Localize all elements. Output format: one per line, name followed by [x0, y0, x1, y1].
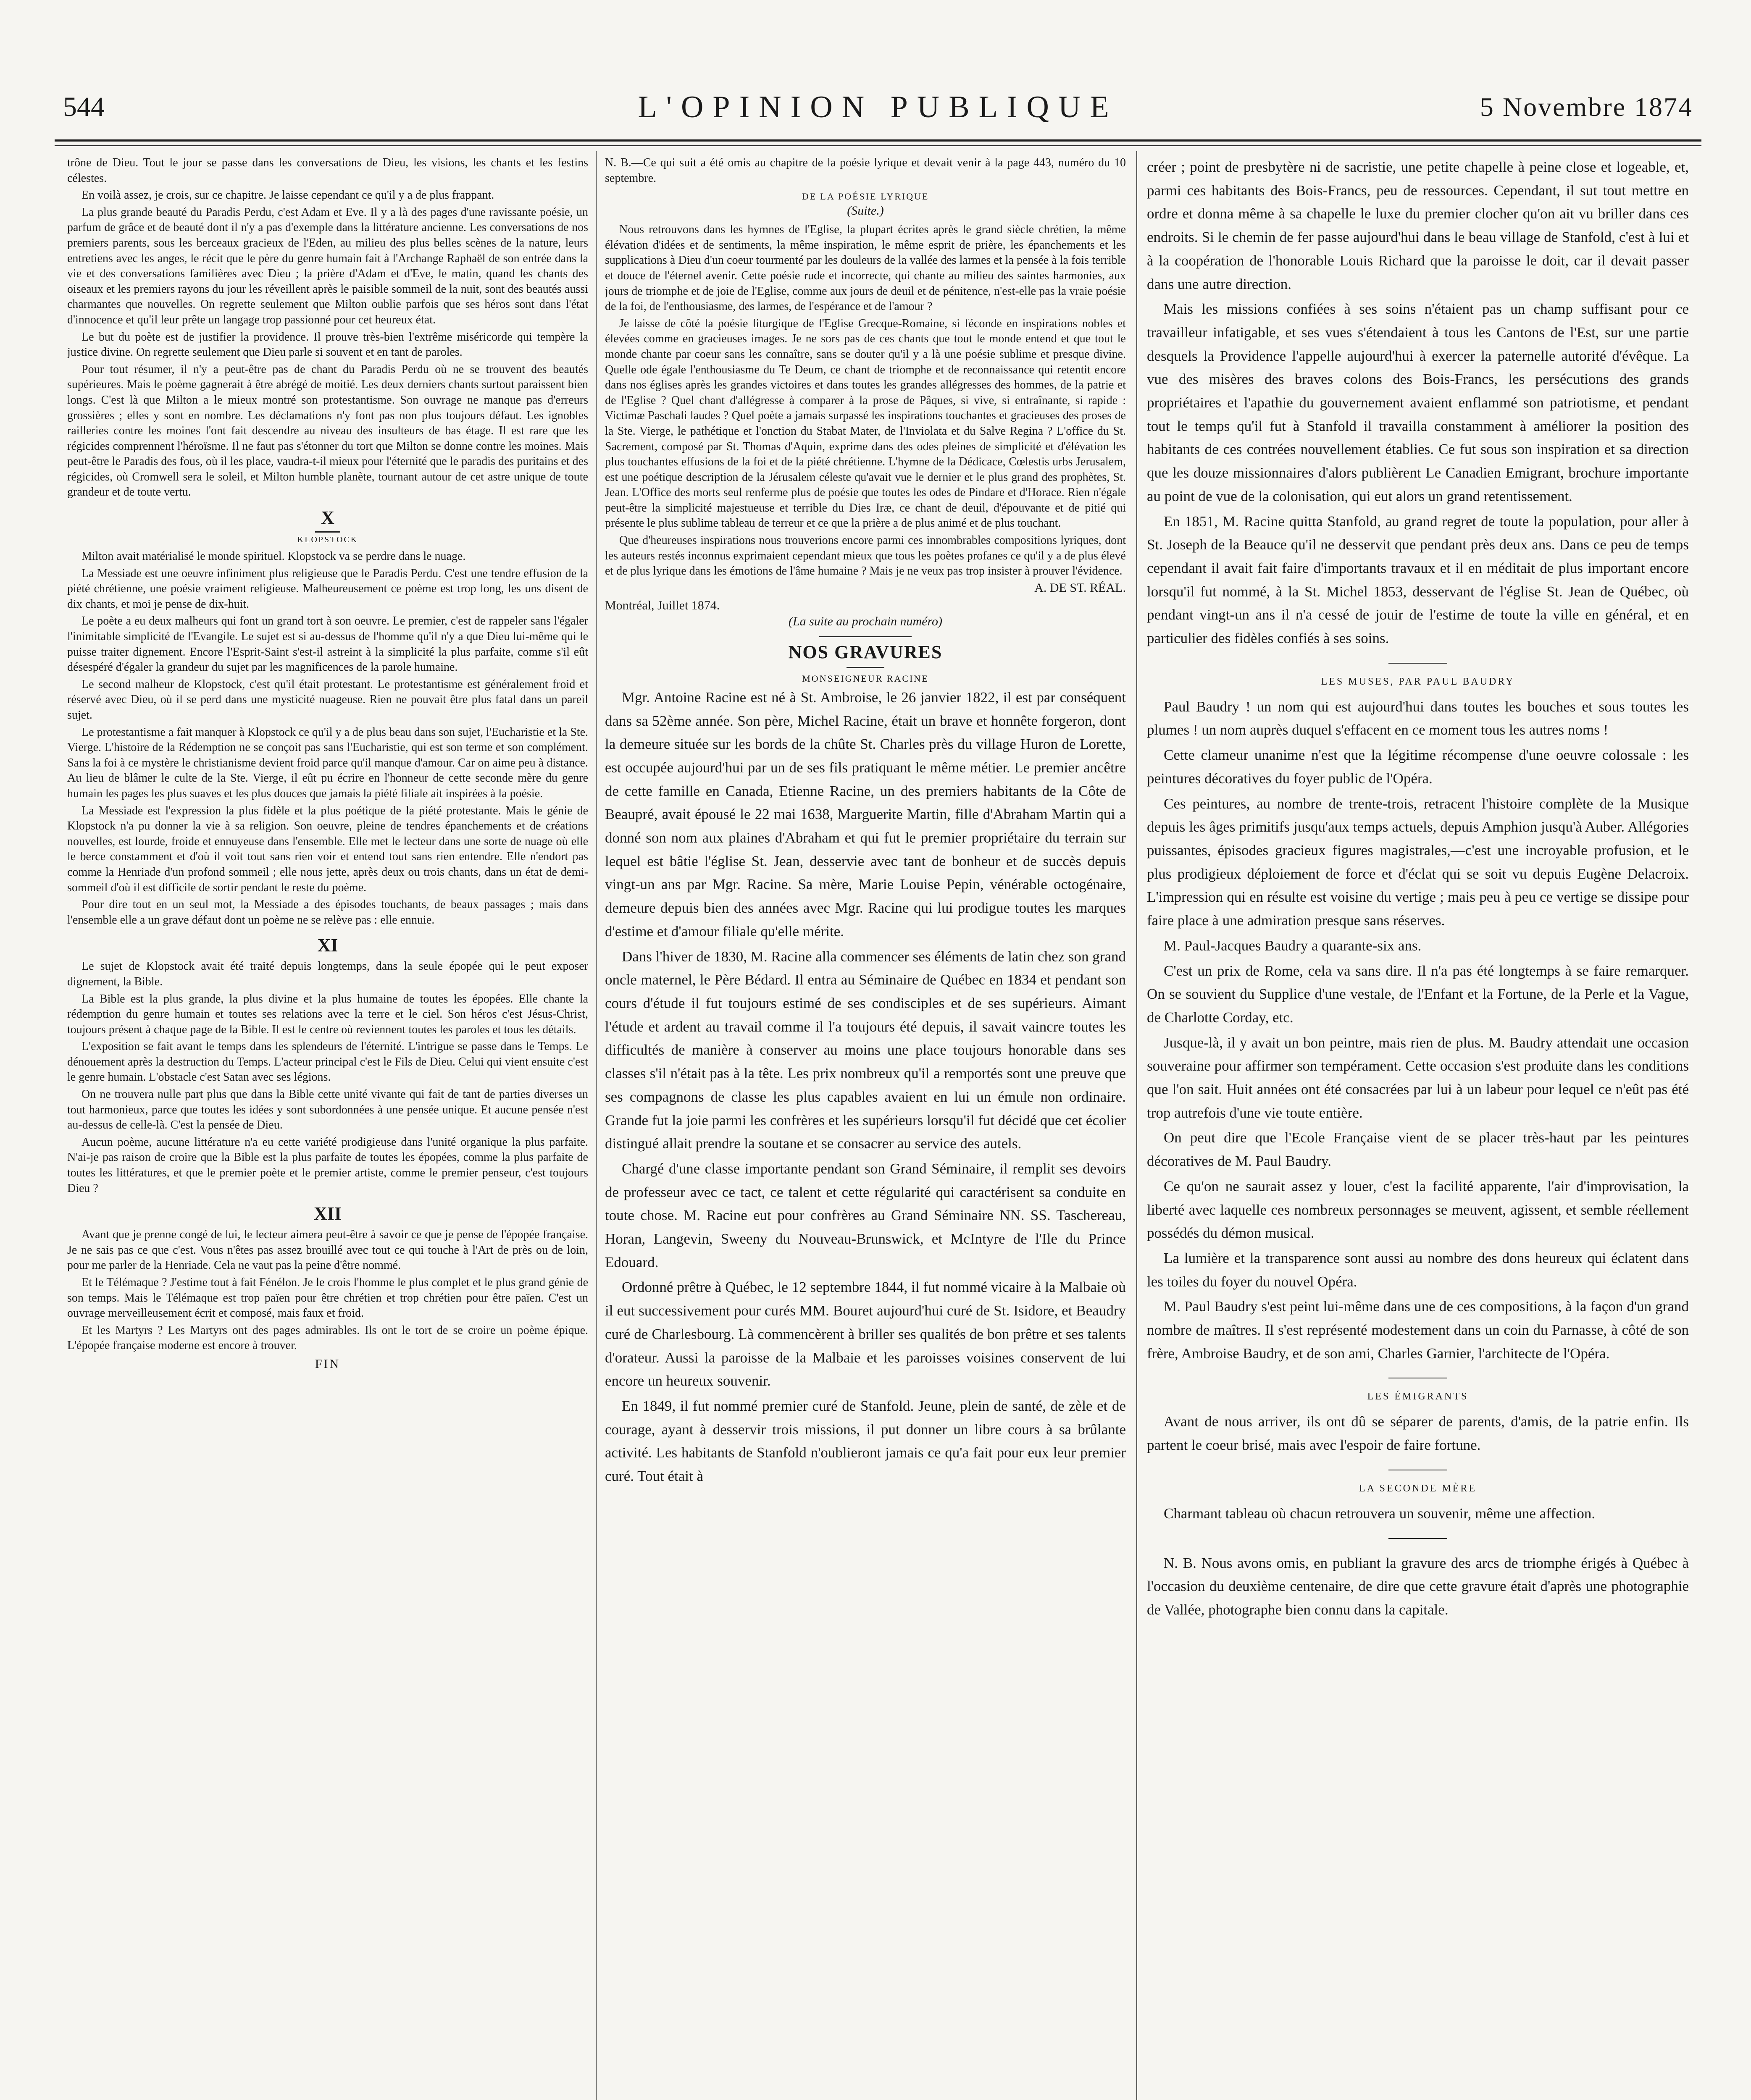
- paragraph: Avant que je prenne congé de lui, le lecteur aimera peut-être à savoir ce que je pense de l'épopée française. Je ne sais pas ce que c'est. Vous n'êtes pas assez brouillé avec tout ce qui touche à l'Art de près ou de loin, pour me parler de la Henriade. Cela ne vaut pas la peine d'être nommé.: [67, 1228, 588, 1272]
- column-divider: [1136, 151, 1137, 2100]
- paragraph: La lumière et la transparence sont aussi au nombre des dons heureux qui éclatent dans les toiles du foyer du nouvel Opéra.: [1147, 1250, 1689, 1290]
- section-title: NOS GRAVURES: [788, 641, 943, 662]
- header-rule-thin: [55, 145, 1701, 146]
- paragraph: M. Paul Baudry s'est peint lui-même dans une de ces compositions, à la façon d'un grand nombre de maîtres. Il s'est représenté modestement dans un coin du Parnasse, à côté de son frère, Ambroise Baudry, et de son ami, Charles Garnier, l'architecte de l'Opéra.: [1147, 1298, 1689, 1362]
- paragraph: Ce qu'on ne saurait assez y louer, c'est la facilité apparente, l'air d'improvisation, la liberté avec laquelle ces nombreux personnages se meuvent, agissent, et semble réellement possédés du démon musical.: [1147, 1178, 1689, 1242]
- section-heading: KLOPSTOCK: [297, 535, 358, 545]
- editor-note: N. B.—Ce qui suit a été omis au chapitre de la poésie lyrique et devait venir à la page 443, numéro du 10 septembre.: [605, 156, 1126, 185]
- paragraph: Dans l'hiver de 1830, M. Racine alla commencer ses éléments de latin chez son grand oncle maternel, le Père Bédard. Il entra au Séminaire de Québec en 1834 et pendant son cours d'étude il fut toujours estimé de ses condisciples et de ses supérieurs. Aimant l'étude et ardent au travail comme il l'a toujours été depuis, il savait vaincre toutes les difficultés de manière à conserver au moins une place toujours honorable dans ses classes s'il n'était pas à la tête. Les prix nombreux qu'il a remportés sont une preuve que ses compagnons de classe les plus capables avaient en lui un émule non ordinaire. Grande fut la joie parmi les confrères et les supérieurs lorsqu'il fut décidé que cet écolier distingué allait prendre la soutane et se consacrer au service des autels.: [605, 948, 1126, 1152]
- section-number: XII: [313, 1203, 342, 1224]
- section-divider: [819, 636, 912, 637]
- paragraph: Et le Télémaque ? J'estime tout à fait Fénélon. Je le crois l'homme le plus complet et le plus grand génie de son temps. Mais le Télémaque est trop païen pour être chrétien et trop chrétien pour être païen. C'est un ouvrage merveilleusement écrit et composé, mais faux et froid.: [67, 1276, 588, 1320]
- paragraph: En voilà assez, je crois, sur ce chapitre. Je laisse cependant ce qu'il y a de plus frappant.: [82, 189, 494, 202]
- paragraph: Milton avait matérialisé le monde spirituel. Klopstock va se perdre dans le nuage.: [82, 550, 466, 563]
- paragraph: Jusque-là, il y avait un bon peintre, mais rien de plus. M. Baudry attendait une occasion souveraine pour affirmer son tempérament. Cette occasion s'est produite dans les conditions que l'on sait. Huit années ont été consacrées par lui à un labeur pour lequel ce n'eût pas été trop autrefois d'une vie toute entière.: [1147, 1034, 1689, 1121]
- paragraph: Nous retrouvons dans les hymnes de l'Eglise, la plupart écrites après le grand siècle chrétien, la même élévation d'idées et de sentiments, la même inspiration, le même esprit de prière, les épanchements et les supplications à Dieu d'un coeur tourmenté par les douleurs de la vallée des larmes et la pensée à la fois terrible et douce de l'éternel avenir. Cette poésie rude et incorrecte, qui chante au milieu des saintes harmonies, aux jours de triomphe et de joie de l'Eglise, comme aux jours de deuil et de pénitence, n'est-elle pas la vraie poésie de la foi, de l'enthousiasme, des larmes, de l'espérance et de l'amour ?: [605, 223, 1126, 313]
- paragraph: La plus grande beauté du Paradis Perdu, c'est Adam et Eve. Il y a là des pages d'une ravissante poésie, un parfum de grâce et de beauté dont il n'y a pas d'exemple dans la littérature ancienne. Les conversations de nos premiers parents, sous les berceaux gracieux de l'Eden, au milieu des plus belles scènes de la nature, leurs entretiens avec les anges, le récit que le père du genre humain fait à l'Archange Raphaël de son entrée dans la vie et des conversations familières avec Dieu ; la prière d'Adam et d'Eve, le matin, quand les chants des oiseaux et les premiers rayons du jour les réveillent après le paisible sommeil de la nuit, sont des beautés aussi charmantes que nouvelles. On regrette seulement que Milton oublie parfois que ses héros sont dans l'état d'innocence et qu'il leur prête un langage trop passionné pour cet heureux état.: [67, 205, 588, 326]
- paragraph: L'exposition se fait avant le temps dans les splendeurs de l'éternité. L'intrigue se passe dans le Temps. Le dénouement après la destruction du Temps. L'acteur principal c'est le Fils de Dieu. Celui qui vient ensuite c'est le genre humain. L'obstacle c'est Satan avec ses légions.: [67, 1040, 588, 1084]
- section-divider: [1388, 663, 1447, 664]
- paragraph: Mgr. Antoine Racine est né à St. Ambroise, le 26 janvier 1822, il est par conséquent dans sa 52ème année. Son père, Michel Racine, était un brave et honnête forgeron, dont la demeure située sur les bords de la chûte St. Charles près du village Huron de Lorette, est occupée aujourd'hui par un de ses fils pratiquant le même métier. Le premier ancêtre de cette famille en Canada, Etienne Racine, un des premiers habitants de la Côte de Beaupré, avait épousé le 22 mai 1638, Marguerite Martin, fille d'Abraham Martin qui a donné son nom aux plaines d'Abraham et qui fut le premier propriétaire du terrain sur lequel est bâtie l'église St. Jean, desservie avec tant de bonheur et de succès depuis vingt-un ans par Mgr. Racine. Sa mère, Marie Louise Pepin, vénérable octogénaire, demeure depuis bien des années avec Mgr. Racine qui lui prodigue toutes les marques d'estime et d'amour filiale qu'elle mérite.: [605, 689, 1126, 940]
- section-number: XI: [317, 935, 338, 956]
- paragraph: Le sujet de Klopstock avait été traité depuis longtemps, dans la seule épopée qui le peut exposer dignement, la Bible.: [67, 960, 588, 988]
- paragraph: Ordonné prêtre à Québec, le 12 septembre 1844, il fut nommé vicaire à la Malbaie où il eut successivement pour curés MM. Bouret aujourd'hui curé de St. Isidore, et Beaudry curé de Charlesbourg. Là commencèrent à briller ses qualités de bon prêtre et ses talents d'orateur. Aussi la paroisse de la Malbaie et les paroisses voisines conservent de lui encore un heureux souvenir.: [605, 1279, 1126, 1389]
- article-subheading: LA SECONDE MÈRE: [1359, 1483, 1477, 1494]
- issue-date: 5 Novembre 1874: [1480, 92, 1693, 122]
- author-signature: A. DE ST. RÉAL.: [1034, 580, 1126, 595]
- paragraph: Cette clameur unanime n'est que la légitime récompense d'une oeuvre colossale : les peintures décoratives du foyer public de l'Opéra.: [1147, 747, 1689, 787]
- paragraph: Mais les missions confiées à ses soins n'étaient pas un champ suffisant pour ce travailleur infatigable, et ses vues s'étendaient à tous les Cantons de l'Est, sur une partie desquels la Providence l'appelle aujourd'hui à exercer la paternelle autorité d'évêque. La vue des misères des braves colons des Bois-Francs, les persécutions des grands propriétaires et l'apathie du gouvernement avaient enflammé son patriotisme, et pendant tout le temps qu'il fut à Stanfold il travailla constamment à améliorer la position des habitants de ces contrées nouvellement établies. Ce fut sous son inspiration et sa direction que les douze missionnaires d'alors publièrent Le Canadien Emigrant, brochure importante au point de vue de la colonisation, qui eut alors un grand retentissement.: [1147, 301, 1689, 504]
- dateline: Montréal, Juillet 1874.: [605, 598, 720, 612]
- header-rule: [55, 139, 1701, 142]
- continued-label: (Suite.): [847, 204, 884, 218]
- article-subheading: LES MUSES, PAR PAUL BAUDRY: [1321, 676, 1515, 687]
- paragraph: La Messiade est une oeuvre infiniment plus religieuse que le Paradis Perdu. C'est une tendre effusion de la piété chrétienne, une poésie vraiment religieuse. Malheureusement ce poème est trop long, les uns disent de dix chants, et moi je pense de dix-huit.: [67, 567, 588, 611]
- paragraph: On ne trouvera nulle part plus que dans la Bible cette unité vivante qui fait de tant de parties diverses un tout harmonieux, parce que toutes les idées y sont subordonnées à une pensée unique. Et aucune pensée n'est au-dessus de celle-là. C'est la pensée de Dieu.: [67, 1088, 588, 1132]
- paragraph: Je laisse de côté la poésie liturgique de l'Eglise Grecque-Romaine, si féconde en inspirations nobles et élevées comme en gracieuses images. Je ne sors pas de ces chants que tout le monde entend et que tout le monde chante par coeur sans les connaître, sans se douter qu'il y a là une poésie sublime et presque divine. Quelle ode égale l'enthousiasme du Te Deum, ce chant de triomphe et de reconnaissance qui retentit encore dans nos églises après les grandes victoires et dans toutes les grandes allégresses des hommes, de la patrie et de l'Eglise ? Quel chant d'allégresse à comparer à la prose de Pâques, si vive, si entraînante, si rapide : Victimæ Paschali laudes ? Quel poète a jamais surpassé les inspirations touchantes et gracieuses des proses de la Ste. Vierge, le pathétique et l'onction du Stabat Mater, de l'Inviolata et du Salve Regina ? L'office du St. Sacrement, composé par St. Thomas d'Aquin, exprime dans des odes pleines de simplicité et d'élévation les plus touchantes effusions de la foi et de la piété chrétienne. L'hymne de la Dédicace, Cœlestis urbs Jerusalem, est une poétique description de la Jérusalem céleste qu'avait vue le dernier et le plus grand des prophètes, St. Jean. L'Office des morts seul renferme plus de poésie que toutes les odes de Pindare et d'Horace. Rien n'égale peut-être la simplicité majestueuse et terrible du Dies Iræ, ce chant de deuil, d'épouvante et de pitié qui présente le plus sublime tableau de terreur et ce que la prière a de plus animé et de plus touchant.: [605, 317, 1126, 530]
- column-divider: [596, 151, 597, 2100]
- paragraph: En 1849, il fut nommé premier curé de Stanfold. Jeune, plein de santé, de zèle et de courage, ayant à desservir trois missions, il put donner un libre cours à sa brûlante activité. Les habitants de Stanfold n'oublieront jamais ce qu'a fait pour eux leur premier curé. Tout était à: [605, 1397, 1126, 1485]
- lyric-poetry-article: [605, 155, 1126, 629]
- column-3: [1147, 155, 1689, 2100]
- paragraph: créer ; point de presbytère ni de sacristie, une petite chapelle à peine close et logeable, et, parmi ces habitants des Bois-Francs, peu de ressources. Cependant, il sut tout mettre en ordre et donna même à sa chapelle le luxe du premier clocher qu'on ait vu briller dans ces endroits. Si le chemin de fer passe aujourd'hui dans le beau village de Stanfold, c'est à lui et à la coopération de l'honorable Louis Richard que la paroisse le doit, car il devait passer dans une autre direction.: [1147, 159, 1689, 292]
- page-number: 544: [63, 92, 105, 122]
- column-1: [67, 155, 588, 2100]
- paragraph: Et les Martyrs ? Les Martyrs ont des pages admirables. Ils ont le tort de se croire un poème épique. L'épopée française moderne est encore à trouver.: [67, 1323, 588, 1352]
- paragraph: M. Paul-Jacques Baudry a quarante-six ans.: [1164, 937, 1422, 954]
- newspaper-title: L'OPINION PUBLIQUE: [638, 90, 1118, 124]
- paragraph: Chargé d'une classe importante pendant son Grand Séminaire, il remplit ses devoirs de professeur avec ce tact, ce talent et cette régularité qui caractérisent sa conduite en toute chose. M. Racine eut pour confrères au Grand Séminaire NN. SS. Taschereau, Horan, Langevin, Sweeny du Nouveau-Brunswick, et McIntyre de l'Ile du Prince Edouard.: [605, 1160, 1126, 1270]
- paragraph: Le second malheur de Klopstock, c'est qu'il était protestant. Le protestantisme est généralement froid et réservé avec Dieu, où il se perd dans une mysticité nuageuse. Rien ne pouvait être plus fatal dans un pareil sujet.: [67, 677, 588, 722]
- to-be-continued: (La suite au prochain numéro): [788, 614, 943, 628]
- paragraph: Que d'heureuses inspirations nous trouverions encore parmi ces innombrables compositions lyriques, dont les auteurs restés inconnus exprimaient cependant mieux que tous les poètes profanes ce qu'il y a de plus élevé et de plus lyrique dans les émotions de l'âme humaine ? Mais je ne veux pas trop insister à prouver l'évidence.: [605, 534, 1126, 578]
- section-number: X: [321, 507, 334, 528]
- masthead: [63, 84, 1693, 130]
- section-divider: [1388, 1538, 1447, 1539]
- racine-article: [605, 686, 1126, 1488]
- section-rule: [315, 531, 340, 533]
- article-subheading: DE LA POÉSIE LYRIQUE: [802, 191, 929, 202]
- paragraph: Avant de nous arriver, ils ont dû se séparer de parents, d'amis, de la patrie enfin. Ils partent le coeur brisé, mais avec l'espoir de faire fortune.: [1147, 1413, 1689, 1454]
- paragraph: En 1851, M. Racine quitta Stanfold, au grand regret de toute la population, pour aller à St. Joseph de la Beauce qu'il ne desservit que pendant près deux ans. Dans ce peu de temps cependant il avait fait faire d'importants travaux et il en méditait de plus important encore lorsqu'il fut nommé, à la St. Michel 1853, desservant de l'église St. Jean de Québec, où pendant vingt-un ans il n'a cessé de jouir de l'estime de toute la ville en général, et en particulier des fidèles confiés à ses soins.: [1147, 513, 1689, 647]
- paragraph: Pour dire tout en un seul mot, la Messiade a des épisodes touchants, de beaux passages ; mais dans l'ensemble elle a un grave défaut dont un poème ne se relève pas : elle ennuie.: [67, 898, 588, 927]
- paragraph: Ces peintures, au nombre de trente-trois, retracent l'histoire complète de la Musique depuis les âges primitifs jusqu'aux temps actuels, depuis Amphion jusqu'à Auber. Allégories puissantes, épisodes gracieux figures magistrales,—c'est une incroyable profusion, et le plus prodigieux déploiement de force et d'éclat qui se soit vu depuis Eugène Delacroix. L'impression qui en résulte est voisine du vertige ; mais peu à peu ce vertige se dissipe pour faire place à une admiration presque sans réserves.: [1147, 795, 1689, 929]
- paragraph: Aucun poème, aucune littérature n'a eu cette variété prodigieuse dans l'unité organique la plus parfaite. N'ai-je pas raison de croire que la Bible est la plus parfaite de toutes les épopées, comme la plus parfaite de toutes les littératures, et que le premier poète et le premier artiste, comme le premier penseur, c'est toujours Dieu ?: [67, 1135, 588, 1195]
- paragraph: Le poète a eu deux malheurs qui font un grand tort à son oeuvre. Le premier, c'est de rappeler sans l'égaler l'inimitable simplicité de l'Evangile. Le sujet est si au-dessus de l'homme qu'il n'y a que Dieu lui-même qui le puisse traiter dignement. Encore l'Esprit-Saint s'est-il astreint à la simplicité la plus parfaite, comme s'il eût désespéré d'égaler la grandeur du sujet par les magnificences de la parole humaine.: [67, 614, 588, 674]
- paragraph: trône de Dieu. Tout le jour se passe dans les conversations de Dieu, les visions, les chants et les festins célestes.: [67, 156, 588, 185]
- article-subheading: LES ÉMIGRANTS: [1367, 1391, 1469, 1402]
- paragraph: Charmant tableau où chacun retrouvera un souvenir, même une affection.: [1164, 1505, 1596, 1522]
- paragraph: Pour tout résumer, il n'y a peut-être pas de chant du Paradis Perdu où ne se trouvent des beautés supérieures. Mais le poème gagnerait à être abrégé de moitié. Les deux derniers chants surtout paraissent bien longs. C'est là que Milton a le mieux montré son protestantisme. Son ouvrage ne manque pas d'erreurs grossières ; elles y sont en nombre. Les déclamations n'y font pas non plus toujours défaut. Les ignobles railleries contre les moines l'ont fait descendre au niveau des insulteurs de bas étage. Il est rare que les régicides comprennent l'héroïsme. Il ne faut pas s'étonner du tort que Milton se donne contre les moines. Mais peut-être le Paradis des fous, où il les place, vaudra-t-il mieux pour l'éternité que le paradis des puritains et des régicides, où Cromwell sera le soleil, et Milton humble planète, tournant autour de cet astre unique de toute grandeur et de toute vertu.: [67, 362, 588, 499]
- article-subheading: MONSEIGNEUR RACINE: [802, 673, 929, 684]
- paragraph: Paul Baudry ! un nom qui est aujourd'hui dans toutes les bouches et sous toutes les plumes ! un nom auprès duquel s'effacent en ce moment tous les autres noms !: [1147, 698, 1689, 738]
- paragraph: La Messiade est l'expression la plus fidèle et la plus poétique de la piété protestante. Mais le génie de Klopstock n'a pu donner la vie à sa religion. Son oeuvre, pleine de tendres épanchements et de créations nouvelles, est lourde, froide et ennuyeuse dans l'ensemble. Elle met le lecteur dans une sorte de nuage où elle le berce constamment et d'où il voit tout sans rien voir et entend tout sans rien entendre. Elle n'endort pas comme la Henriade d'un profond sommeil ; elle nous jette, après deux ou trois chants, dans un état de demi-sommeil d'où il est difficile de sortir pendant le reste du poème.: [67, 804, 588, 894]
- heading-rule: [847, 667, 884, 668]
- paragraph: C'est un prix de Rome, cela va sans dire. Il n'a pas été longtemps à se faire remarquer. On se souvient du Supplice d'une vestale, de l'Enfant et la Fortune, de la Perle et la Vague, de Charlotte Corday, etc.: [1147, 962, 1689, 1026]
- paragraph: Le protestantisme a fait manquer à Klopstock ce qu'il y a de plus beau dans son sujet, l'Eucharistie et la Ste. Vierge. L'histoire de la Rédemption ne se conçoit pas sans l'Eucharistie, qui est son terme et son complément. Sans la foi à ce mystère le christianisme devient froid parce qu'il manque d'amour. Car on aime peu à distance. Au lieu de blâmer le culte de la Ste. Vierge, il eût pu écrire en l'honneur de cette seconde mère du genre humain les pages les plus suaves et les plus douces que jamais la piété filiale ait inspirées à la poésie.: [67, 725, 588, 800]
- paragraph: N. B. Nous avons omis, en publiant la gravure des arcs de triomphe érigés à Québec à l'occasion du deuxième centenaire, de dire que cette gravure était d'après une photographie de Vallée, photographe bien connu dans la capitale.: [1147, 1554, 1689, 1618]
- paragraph: On peut dire que l'Ecole Française vient de se placer très-haut par les peintures décoratives de M. Paul Baudry.: [1147, 1129, 1689, 1170]
- column-2: [605, 155, 1126, 2100]
- paragraph: Le but du poète est de justifier la providence. Il prouve très-bien l'extrême miséricorde qui tempère la justice divine. On regrette seulement que Dieu parle si souvent et en tant de paroles.: [67, 330, 588, 359]
- end-mark: FIN: [315, 1357, 341, 1371]
- paragraph: La Bible est la plus grande, la plus divine et la plus humaine de toutes les épopées. Elle chante la rédemption du genre humain et toutes ses relations avec la terre et le ciel. Son héros c'est Jésus-Christ, toujours présent à chaque page de la Bible. Il est le centre où reviennent toutes les paroles et tous les détails.: [67, 992, 588, 1036]
